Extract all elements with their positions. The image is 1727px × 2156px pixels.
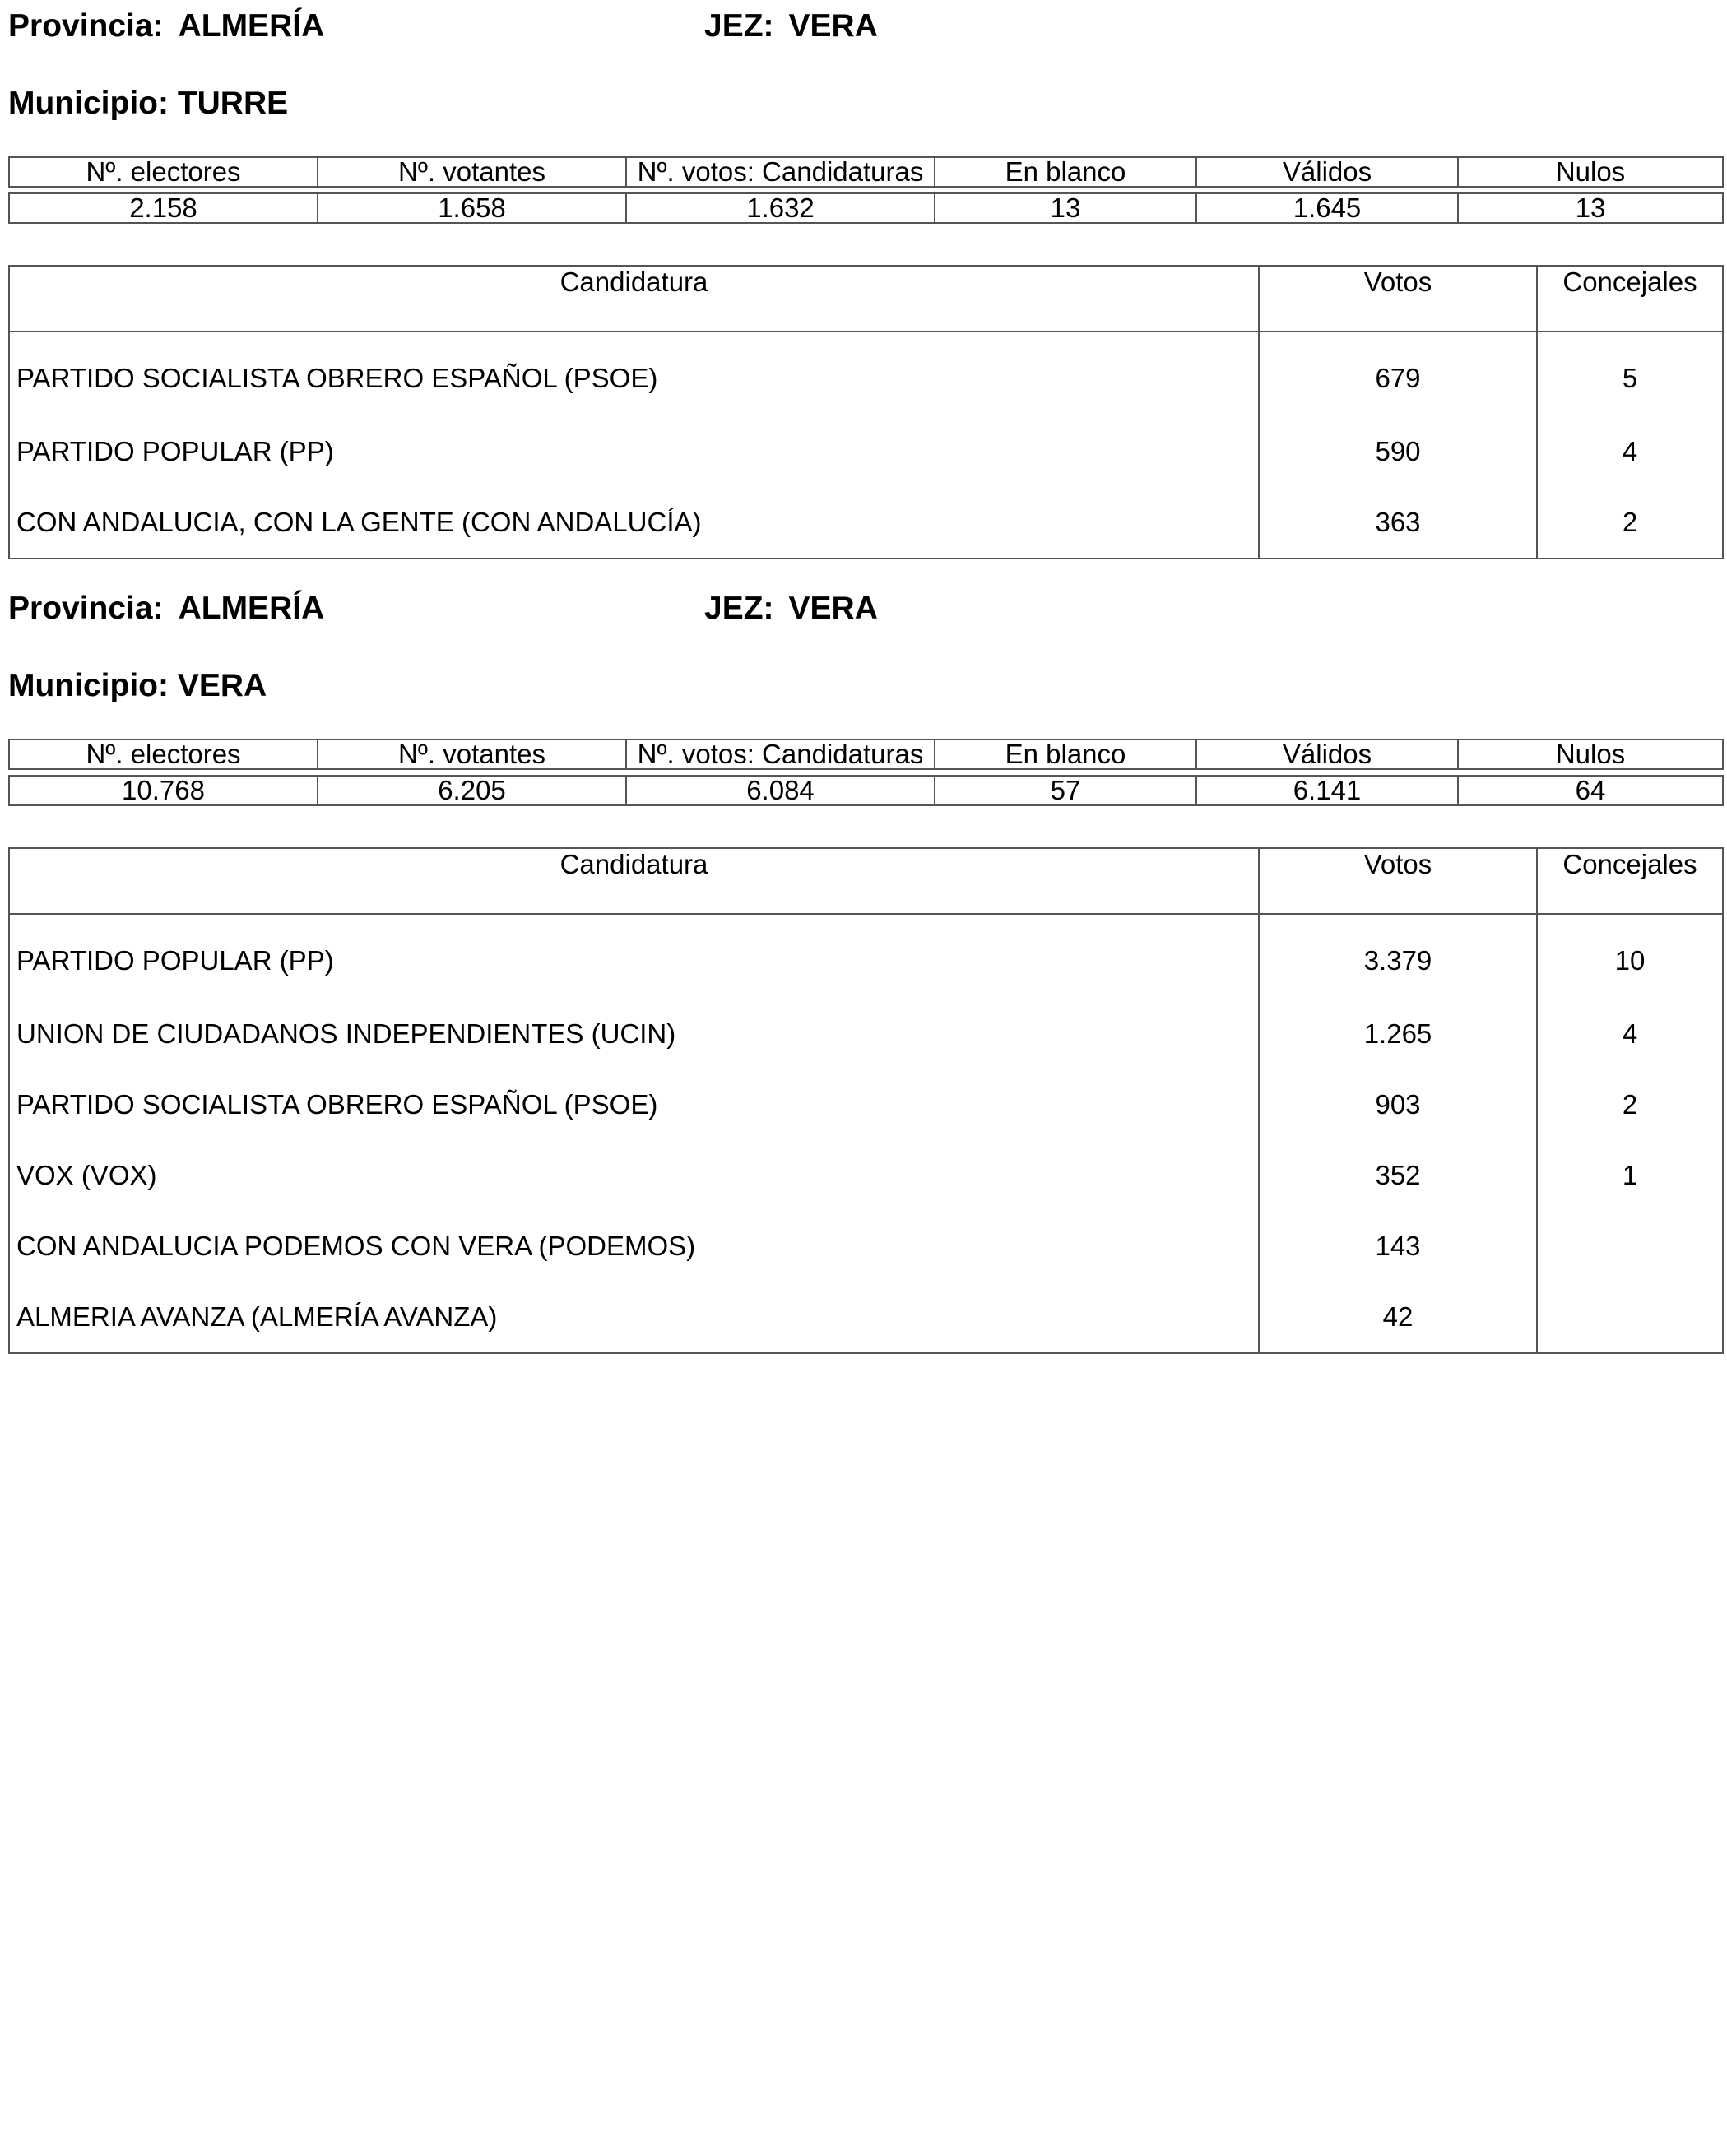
stats-header-validos: Válidos xyxy=(1196,157,1458,187)
municipio-label: Municipio: xyxy=(8,86,169,121)
stats-value-en-blanco: 57 xyxy=(935,776,1196,805)
candidate-row xyxy=(9,332,1723,416)
header-votos: Votos xyxy=(1259,848,1537,914)
candidate-row xyxy=(9,487,1723,559)
candidates-header-row xyxy=(9,266,1723,332)
candidate-name: PARTIDO POPULAR (PP) xyxy=(9,914,1259,999)
candidate-name: PARTIDO SOCIALISTA OBRERO ESPAÑOL (PSOE) xyxy=(9,1069,1259,1140)
candidate-votos: 143 xyxy=(1259,1211,1537,1282)
stats-value-row xyxy=(9,776,1723,805)
candidate-name: PARTIDO SOCIALISTA OBRERO ESPAÑOL (PSOE) xyxy=(9,332,1259,416)
jez-value: VERA xyxy=(788,8,878,44)
stats-header-votantes: Nº. votantes xyxy=(318,740,626,769)
candidate-name: CON ANDALUCIA, CON LA GENTE (CON ANDALUCÍA) xyxy=(9,487,1259,559)
stats-value-votos-candidaturas: 1.632 xyxy=(626,193,935,223)
candidate-votos: 590 xyxy=(1259,416,1537,487)
candidate-votos: 1.265 xyxy=(1259,999,1537,1069)
provincia-heading xyxy=(8,591,324,627)
stats-value-nulos: 64 xyxy=(1458,776,1723,805)
candidate-name: UNION DE CIUDADANOS INDEPENDIENTES (UCIN) xyxy=(9,999,1259,1069)
stats-value-row xyxy=(9,193,1723,223)
candidate-name: ALMERIA AVANZA (ALMERÍA AVANZA) xyxy=(9,1282,1259,1353)
candidate-concejales xyxy=(1537,1282,1723,1353)
candidate-concejales: 2 xyxy=(1537,487,1723,559)
provincia-value: ALMERÍA xyxy=(178,8,325,44)
candidate-votos: 42 xyxy=(1259,1282,1537,1353)
section-vera xyxy=(8,582,1722,1347)
candidate-name: VOX (VOX) xyxy=(9,1140,1259,1211)
candidate-votos: 903 xyxy=(1259,1069,1537,1140)
jez-label: JEZ: xyxy=(704,591,774,626)
jez-value: VERA xyxy=(788,591,878,626)
stats-value-validos: 1.645 xyxy=(1196,193,1458,223)
stats-value-votantes: 1.658 xyxy=(318,193,626,223)
provincia-label: Provincia: xyxy=(8,591,164,626)
candidate-row xyxy=(9,1282,1723,1353)
municipio-heading xyxy=(8,668,267,704)
section-turre xyxy=(8,0,1722,551)
stats-value-validos: 6.141 xyxy=(1196,776,1458,805)
stats-table xyxy=(8,739,1724,806)
stats-value-electores: 10.768 xyxy=(9,776,318,805)
stats-header-electores: Nº. electores xyxy=(9,157,318,187)
candidate-row xyxy=(9,1140,1723,1211)
stats-value-votos-candidaturas: 6.084 xyxy=(626,776,935,805)
stats-value-electores: 2.158 xyxy=(9,193,318,223)
candidate-votos: 3.379 xyxy=(1259,914,1537,999)
stats-header-votos-candidaturas: Nº. votos: Candidaturas xyxy=(626,740,935,769)
candidate-name: PARTIDO POPULAR (PP) xyxy=(9,416,1259,487)
stats-header-en-blanco: En blanco xyxy=(935,740,1196,769)
municipio-label: Municipio: xyxy=(8,668,169,703)
stats-header-votos-candidaturas: Nº. votos: Candidaturas xyxy=(626,157,935,187)
header-votos: Votos xyxy=(1259,266,1537,332)
candidate-row xyxy=(9,914,1723,999)
header-candidatura: Candidatura xyxy=(9,266,1259,332)
stats-table xyxy=(8,156,1724,224)
stats-value-votantes: 6.205 xyxy=(318,776,626,805)
candidate-votos: 352 xyxy=(1259,1140,1537,1211)
stats-header-nulos: Nulos xyxy=(1458,740,1723,769)
candidate-row xyxy=(9,1211,1723,1282)
candidates-table xyxy=(8,265,1724,559)
candidate-row xyxy=(9,999,1723,1069)
provincia-heading xyxy=(8,8,324,44)
stats-header-en-blanco: En blanco xyxy=(935,157,1196,187)
stats-value-en-blanco: 13 xyxy=(935,193,1196,223)
candidate-concejales xyxy=(1537,1211,1723,1282)
candidates-table xyxy=(8,847,1724,1354)
header-concejales: Concejales xyxy=(1537,848,1723,914)
candidate-row xyxy=(9,416,1723,487)
stats-value-nulos: 13 xyxy=(1458,193,1723,223)
stats-header-row xyxy=(9,157,1723,187)
municipio-value: TURRE xyxy=(177,86,289,121)
stats-header-row xyxy=(9,740,1723,769)
candidate-concejales: 2 xyxy=(1537,1069,1723,1140)
header-concejales: Concejales xyxy=(1537,266,1723,332)
stats-header-nulos: Nulos xyxy=(1458,157,1723,187)
candidate-concejales: 4 xyxy=(1537,416,1723,487)
stats-header-votantes: Nº. votantes xyxy=(318,157,626,187)
candidate-concejales: 5 xyxy=(1537,332,1723,416)
jez-heading xyxy=(704,591,878,627)
jez-heading xyxy=(704,8,878,44)
municipio-value: VERA xyxy=(177,668,267,703)
provincia-value: ALMERÍA xyxy=(178,591,325,626)
stats-header-electores: Nº. electores xyxy=(9,740,318,769)
header-candidatura: Candidatura xyxy=(9,848,1259,914)
candidate-votos: 679 xyxy=(1259,332,1537,416)
stats-header-validos: Válidos xyxy=(1196,740,1458,769)
candidate-row xyxy=(9,1069,1723,1140)
candidate-name: CON ANDALUCIA PODEMOS CON VERA (PODEMOS) xyxy=(9,1211,1259,1282)
candidate-concejales: 1 xyxy=(1537,1140,1723,1211)
candidates-header-row xyxy=(9,848,1723,914)
municipio-heading xyxy=(8,86,288,122)
candidate-votos: 363 xyxy=(1259,487,1537,559)
candidate-concejales: 4 xyxy=(1537,999,1723,1069)
provincia-label: Provincia: xyxy=(8,8,164,44)
candidate-concejales: 10 xyxy=(1537,914,1723,999)
jez-label: JEZ: xyxy=(704,8,774,44)
